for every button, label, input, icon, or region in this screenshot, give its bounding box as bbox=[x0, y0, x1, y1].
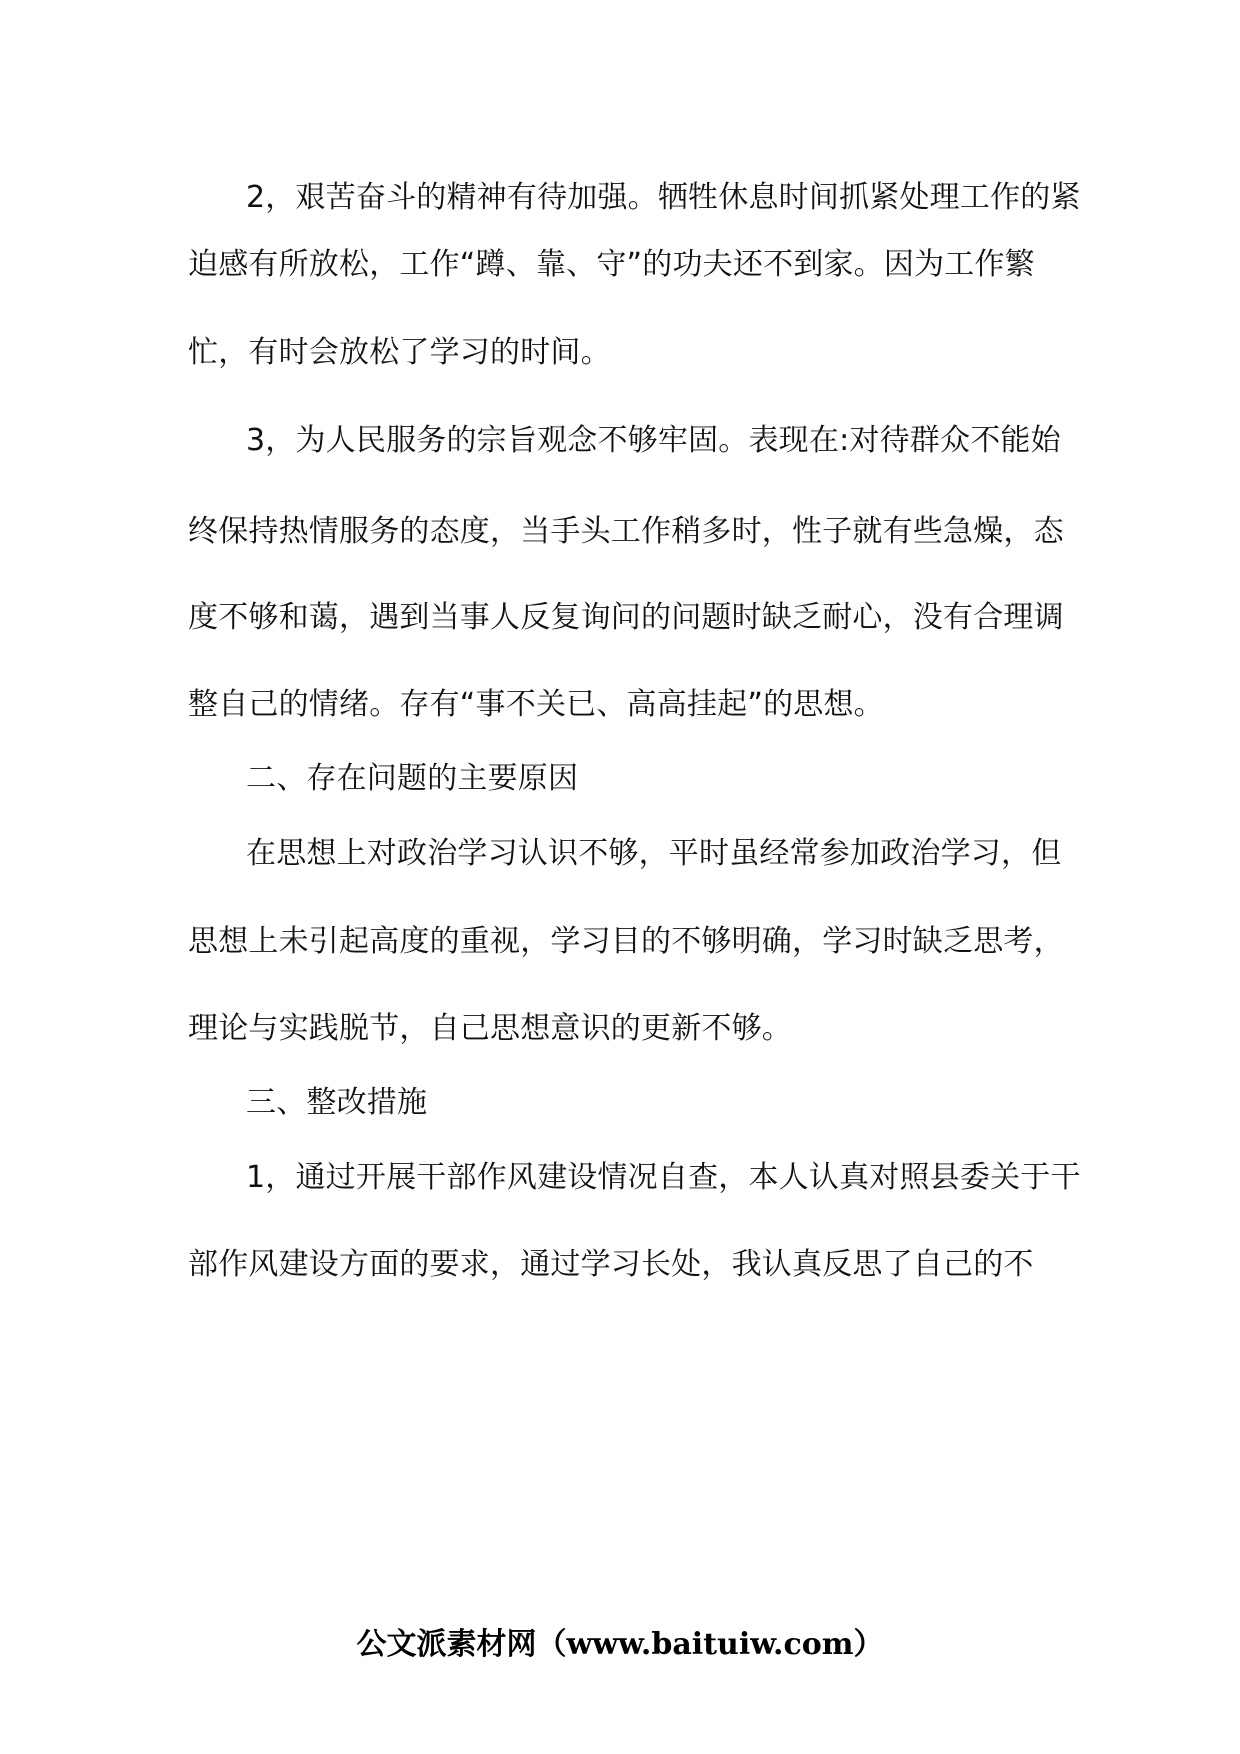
paragraph-measures-line-1: 1，通过开展干部作风建设情况自查，本人认真对照县委关于干 bbox=[246, 1160, 1081, 1195]
paragraph-measures-line-2: 部作风建设方面的要求，通过学习长处，我认真反思了自己的不 bbox=[188, 1247, 1034, 1282]
paragraph-2-line-2: 迫感有所放松，工作“蹲、靠、守”的功夫还不到家。因为工作繁 bbox=[188, 247, 1035, 282]
section-heading-measures: 三、整改措施 bbox=[246, 1085, 428, 1120]
paragraph-3-line-3: 度不够和蔼，遇到当事人反复询问的问题时缺乏耐心，没有合理调 bbox=[188, 600, 1064, 635]
paragraph-causes-line-1: 在思想上对政治学习认识不够，平时虽经常参加政治学习，但 bbox=[246, 836, 1062, 871]
paragraph-causes-line-3: 理论与实践脱节，自己思想意识的更新不够。 bbox=[188, 1011, 792, 1046]
paragraph-2-line-1: 2，艰苦奋斗的精神有待加强。牺牲休息时间抓紧处理工作的紧 bbox=[246, 180, 1081, 215]
paragraph-3-line-4: 整自己的情绪。存有“事不关已、高高挂起”的思想。 bbox=[188, 687, 884, 722]
paragraph-causes-line-2: 思想上未引起高度的重视，学习目的不够明确，学习时缺乏思考， bbox=[188, 924, 1064, 959]
footer-watermark: 公文派素材网（www.baituiw.com） bbox=[356, 1627, 884, 1662]
paragraph-2-line-3: 忙，有时会放松了学习的时间。 bbox=[188, 335, 611, 370]
section-heading-causes: 二、存在问题的主要原因 bbox=[246, 761, 579, 796]
paragraph-3-line-2: 终保持热情服务的态度，当手头工作稍多时，性子就有些急燥，态 bbox=[188, 514, 1064, 549]
paragraph-3-line-1: 3，为人民服务的宗旨观念不够牢固。表现在:对待群众不能始 bbox=[246, 423, 1061, 458]
